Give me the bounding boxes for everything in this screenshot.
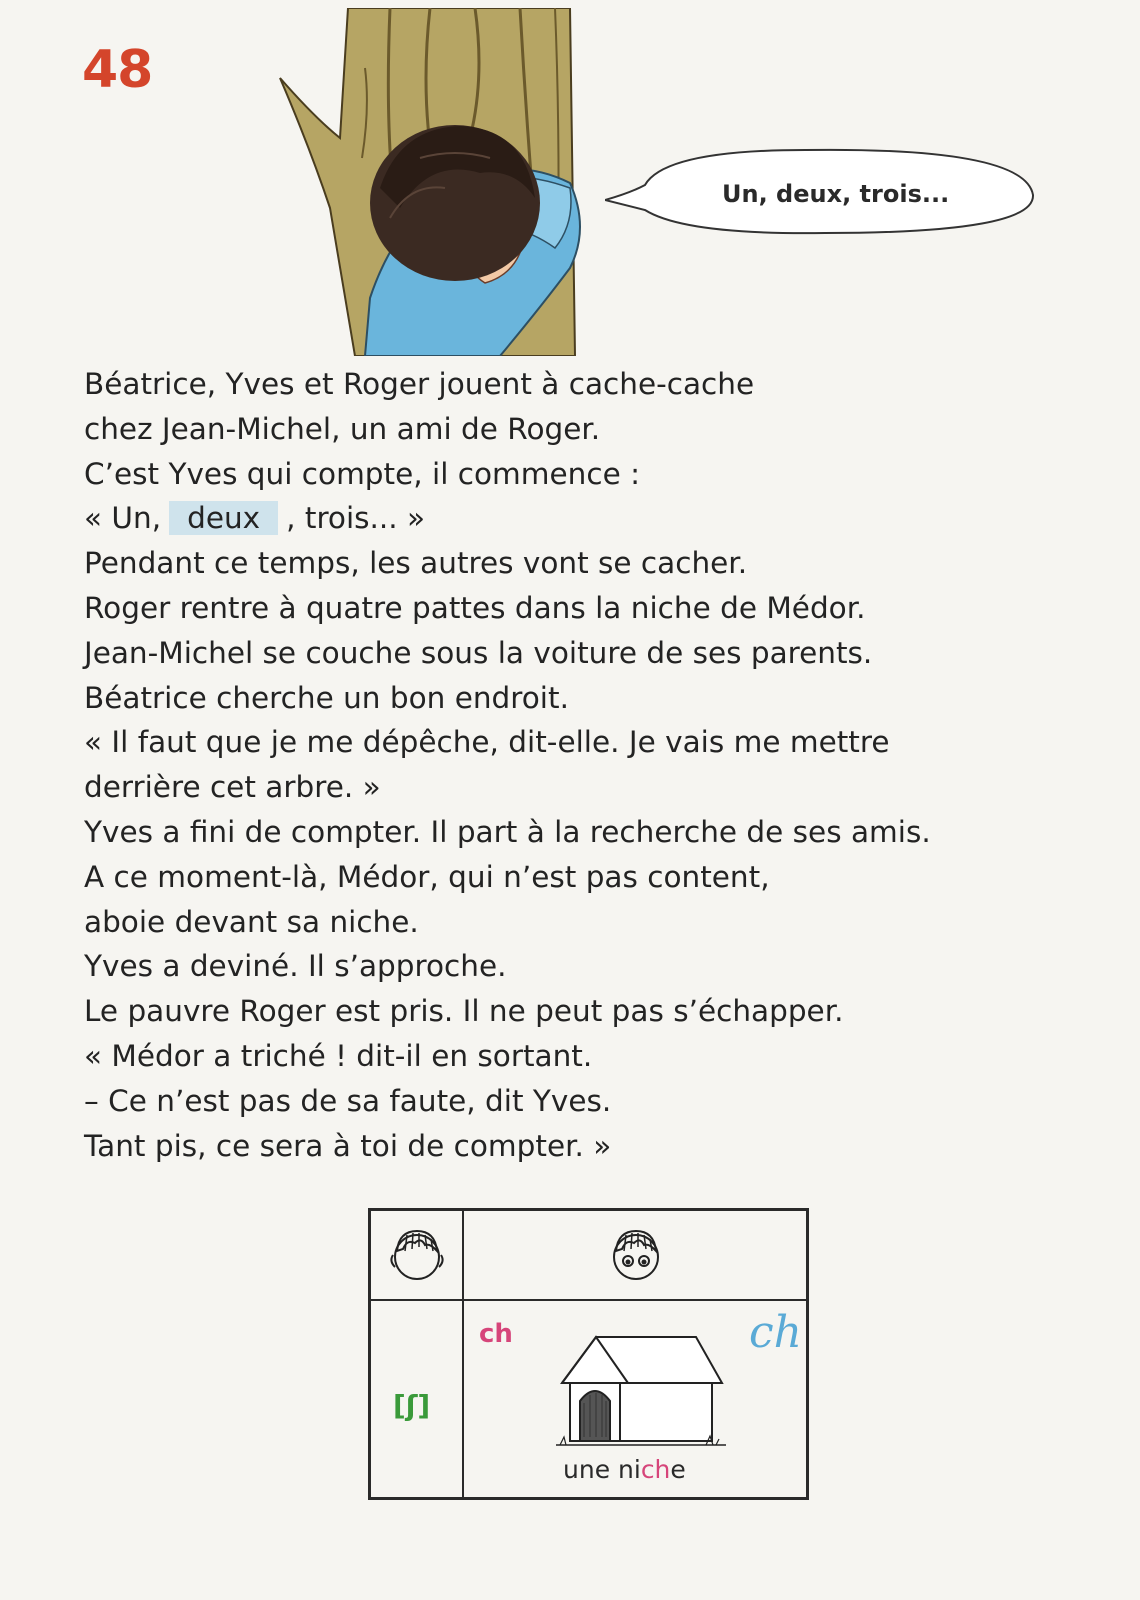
ear-face-icon <box>385 1223 449 1287</box>
story-line-counting <box>84 496 1084 541</box>
story-line: « Il faut que je me dépêche, dit-elle. Je vais me mettre <box>84 725 890 760</box>
highlighted-word: deux <box>169 501 278 535</box>
tree-child-illustration <box>270 8 590 356</box>
page-number: 48 <box>82 40 153 100</box>
caption-after: e <box>670 1455 686 1484</box>
story-line: aboie devant sa niche. <box>84 904 419 939</box>
grapheme-cursive: ch <box>749 1307 802 1358</box>
story-line: – Ce n’est pas de sa faute, dit Yves. <box>84 1083 612 1118</box>
story-line: Tant pis, ce sera à toi de compter. » <box>84 1128 612 1163</box>
story-line: Jean-Michel se couche sous la voiture de ses parents. <box>84 635 873 670</box>
story-line: « Médor a triché ! dit-il en sortant. <box>84 1038 593 1073</box>
story-line: derrière cet arbre. » <box>84 770 381 805</box>
counting-after: , trois... » <box>286 501 426 536</box>
story-line: Béatrice, Yves et Roger jouent à cache-cache <box>84 367 755 401</box>
story-line: chez Jean-Michel, un ami de Roger. <box>84 411 601 446</box>
phoneme-symbol: [ʃ] <box>393 1389 431 1422</box>
story-line: Le pauvre Roger est pris. Il ne peut pas s’échapper. <box>84 994 844 1029</box>
story-line: C’est Yves qui compte, il commence : <box>84 456 641 491</box>
story-text <box>84 362 1084 1168</box>
story-line: Pendant ce temps, les autres vont se cacher. <box>84 546 748 581</box>
story-line: Roger rentre à quatre pattes dans la niche de Médor. <box>84 590 866 625</box>
story-line: A ce moment-là, Médor, qui n’est pas content, <box>84 859 770 894</box>
sound-table <box>368 1208 809 1500</box>
eyes-face-icon <box>604 1223 668 1287</box>
kennel-icon <box>556 1333 726 1451</box>
story-line: Yves a deviné. Il s’approche. <box>84 949 507 984</box>
speech-bubble-text: Un, deux, trois... <box>722 180 950 208</box>
counting-before: « Un, <box>84 501 162 536</box>
table-divider-horizontal <box>371 1299 806 1301</box>
story-line: Yves a fini de compter. Il part à la recherche de ses amis. <box>84 814 931 849</box>
kennel-caption <box>563 1455 686 1484</box>
story-line: Béatrice cherche un bon endroit. <box>84 680 569 715</box>
caption-before: une ni <box>563 1455 641 1484</box>
table-divider-vertical <box>462 1211 464 1497</box>
caption-highlight: ch <box>640 1455 671 1484</box>
grapheme-print: ch <box>479 1319 513 1349</box>
